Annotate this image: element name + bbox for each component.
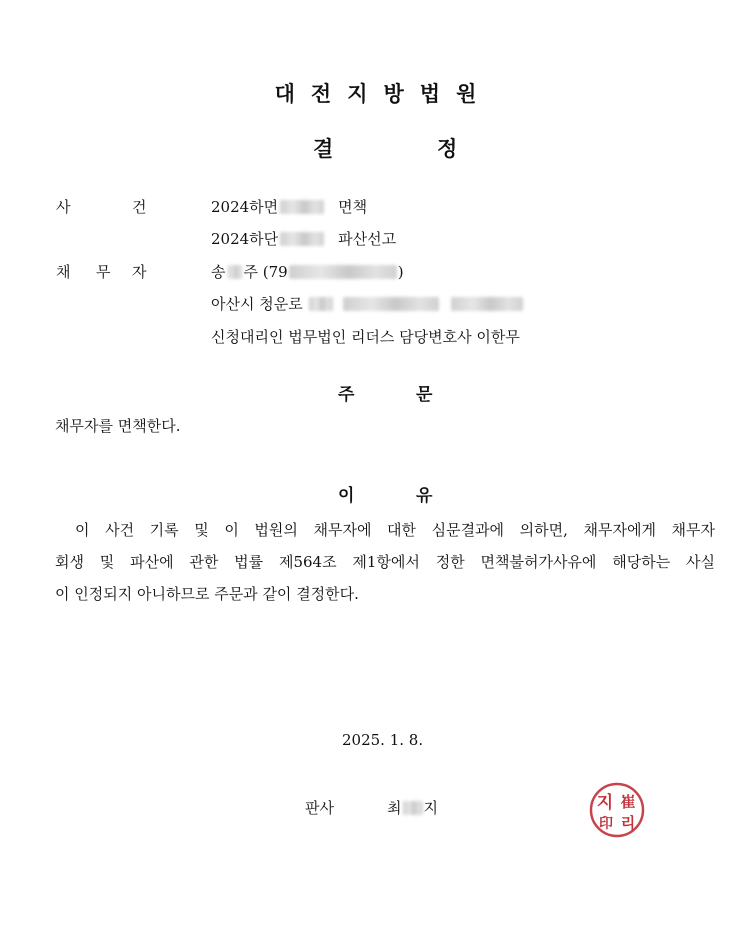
seal-glyph-top-right: 崔 — [620, 793, 636, 811]
debtor-id-suffix: ) — [397, 263, 404, 281]
debtor-name-last: 주 — [243, 263, 258, 281]
order-text: 채무자를 면책한다. — [55, 417, 181, 435]
judge-title: 판사 — [305, 799, 334, 817]
representative: 신청대리인 법무법인 리더스 담당변호사 이한무 — [211, 328, 520, 346]
reason-line-2: 회생 및 파산에 관한 법률 제564조 제1항에서 정한 면책불허가사유에 해당하는 사실 — [55, 553, 715, 571]
judge-name-last: 지 — [423, 799, 438, 817]
debtor-name-first: 송 — [211, 263, 226, 281]
reason-heading-left: 이 — [338, 486, 355, 506]
judge-seal-stamp — [588, 781, 646, 839]
redacted-judge-name — [403, 801, 423, 815]
debtor-id-prefix: (79 — [262, 263, 288, 281]
doc-type-left: 결 — [313, 137, 334, 161]
debtor-label-b: 무 — [96, 263, 111, 281]
case-number-1 — [211, 196, 367, 217]
doc-type-right: 정 — [437, 137, 458, 161]
address-prefix: 아산시 청운로 — [211, 295, 303, 313]
case-1-suffix: 면책 — [338, 198, 368, 216]
seal-glyph-bottom-left: 印 — [599, 816, 613, 832]
redacted-case-number-2 — [280, 232, 324, 246]
debtor-label-c: 자 — [132, 263, 147, 281]
seal-glyph-top-left: 지 — [596, 793, 614, 813]
order-heading-left: 주 — [338, 385, 355, 405]
decision-date: 2025. 1. 8. — [342, 731, 424, 749]
case-number-2 — [211, 228, 396, 249]
redacted-address-3 — [451, 297, 523, 311]
order-heading-right: 문 — [416, 385, 433, 405]
reason-paragraph — [55, 514, 715, 610]
redacted-debtor-name — [228, 265, 242, 279]
reason-line-1: 이 사건 기록 및 이 법원의 채무자에 대한 심문결과에 의하면, 채무자에게 채무자 — [75, 521, 715, 539]
case-2-suffix: 파산선고 — [338, 230, 397, 248]
redacted-case-number-1 — [280, 200, 324, 214]
redacted-debtor-id — [289, 265, 397, 279]
seal-glyph-bottom-right: 리 — [620, 814, 636, 832]
court-name: 대전지방법원 — [274, 82, 493, 106]
judge-name — [387, 797, 438, 818]
debtor-address — [211, 293, 523, 314]
reason-heading-right: 유 — [416, 486, 433, 506]
debtor-label-a: 채 — [56, 263, 71, 281]
redacted-address-2 — [343, 297, 439, 311]
redacted-address-1 — [309, 297, 333, 311]
debtor-name-line — [211, 261, 404, 282]
judge-name-first: 최 — [387, 799, 402, 817]
reason-line-3: 이 인정되지 아니하므로 주문과 같이 결정한다. — [55, 585, 359, 603]
case-2-prefix: 2024하단 — [211, 230, 279, 248]
case-label-b: 건 — [132, 198, 147, 216]
case-label-a: 사 — [56, 198, 71, 216]
case-1-prefix: 2024하면 — [211, 198, 279, 216]
